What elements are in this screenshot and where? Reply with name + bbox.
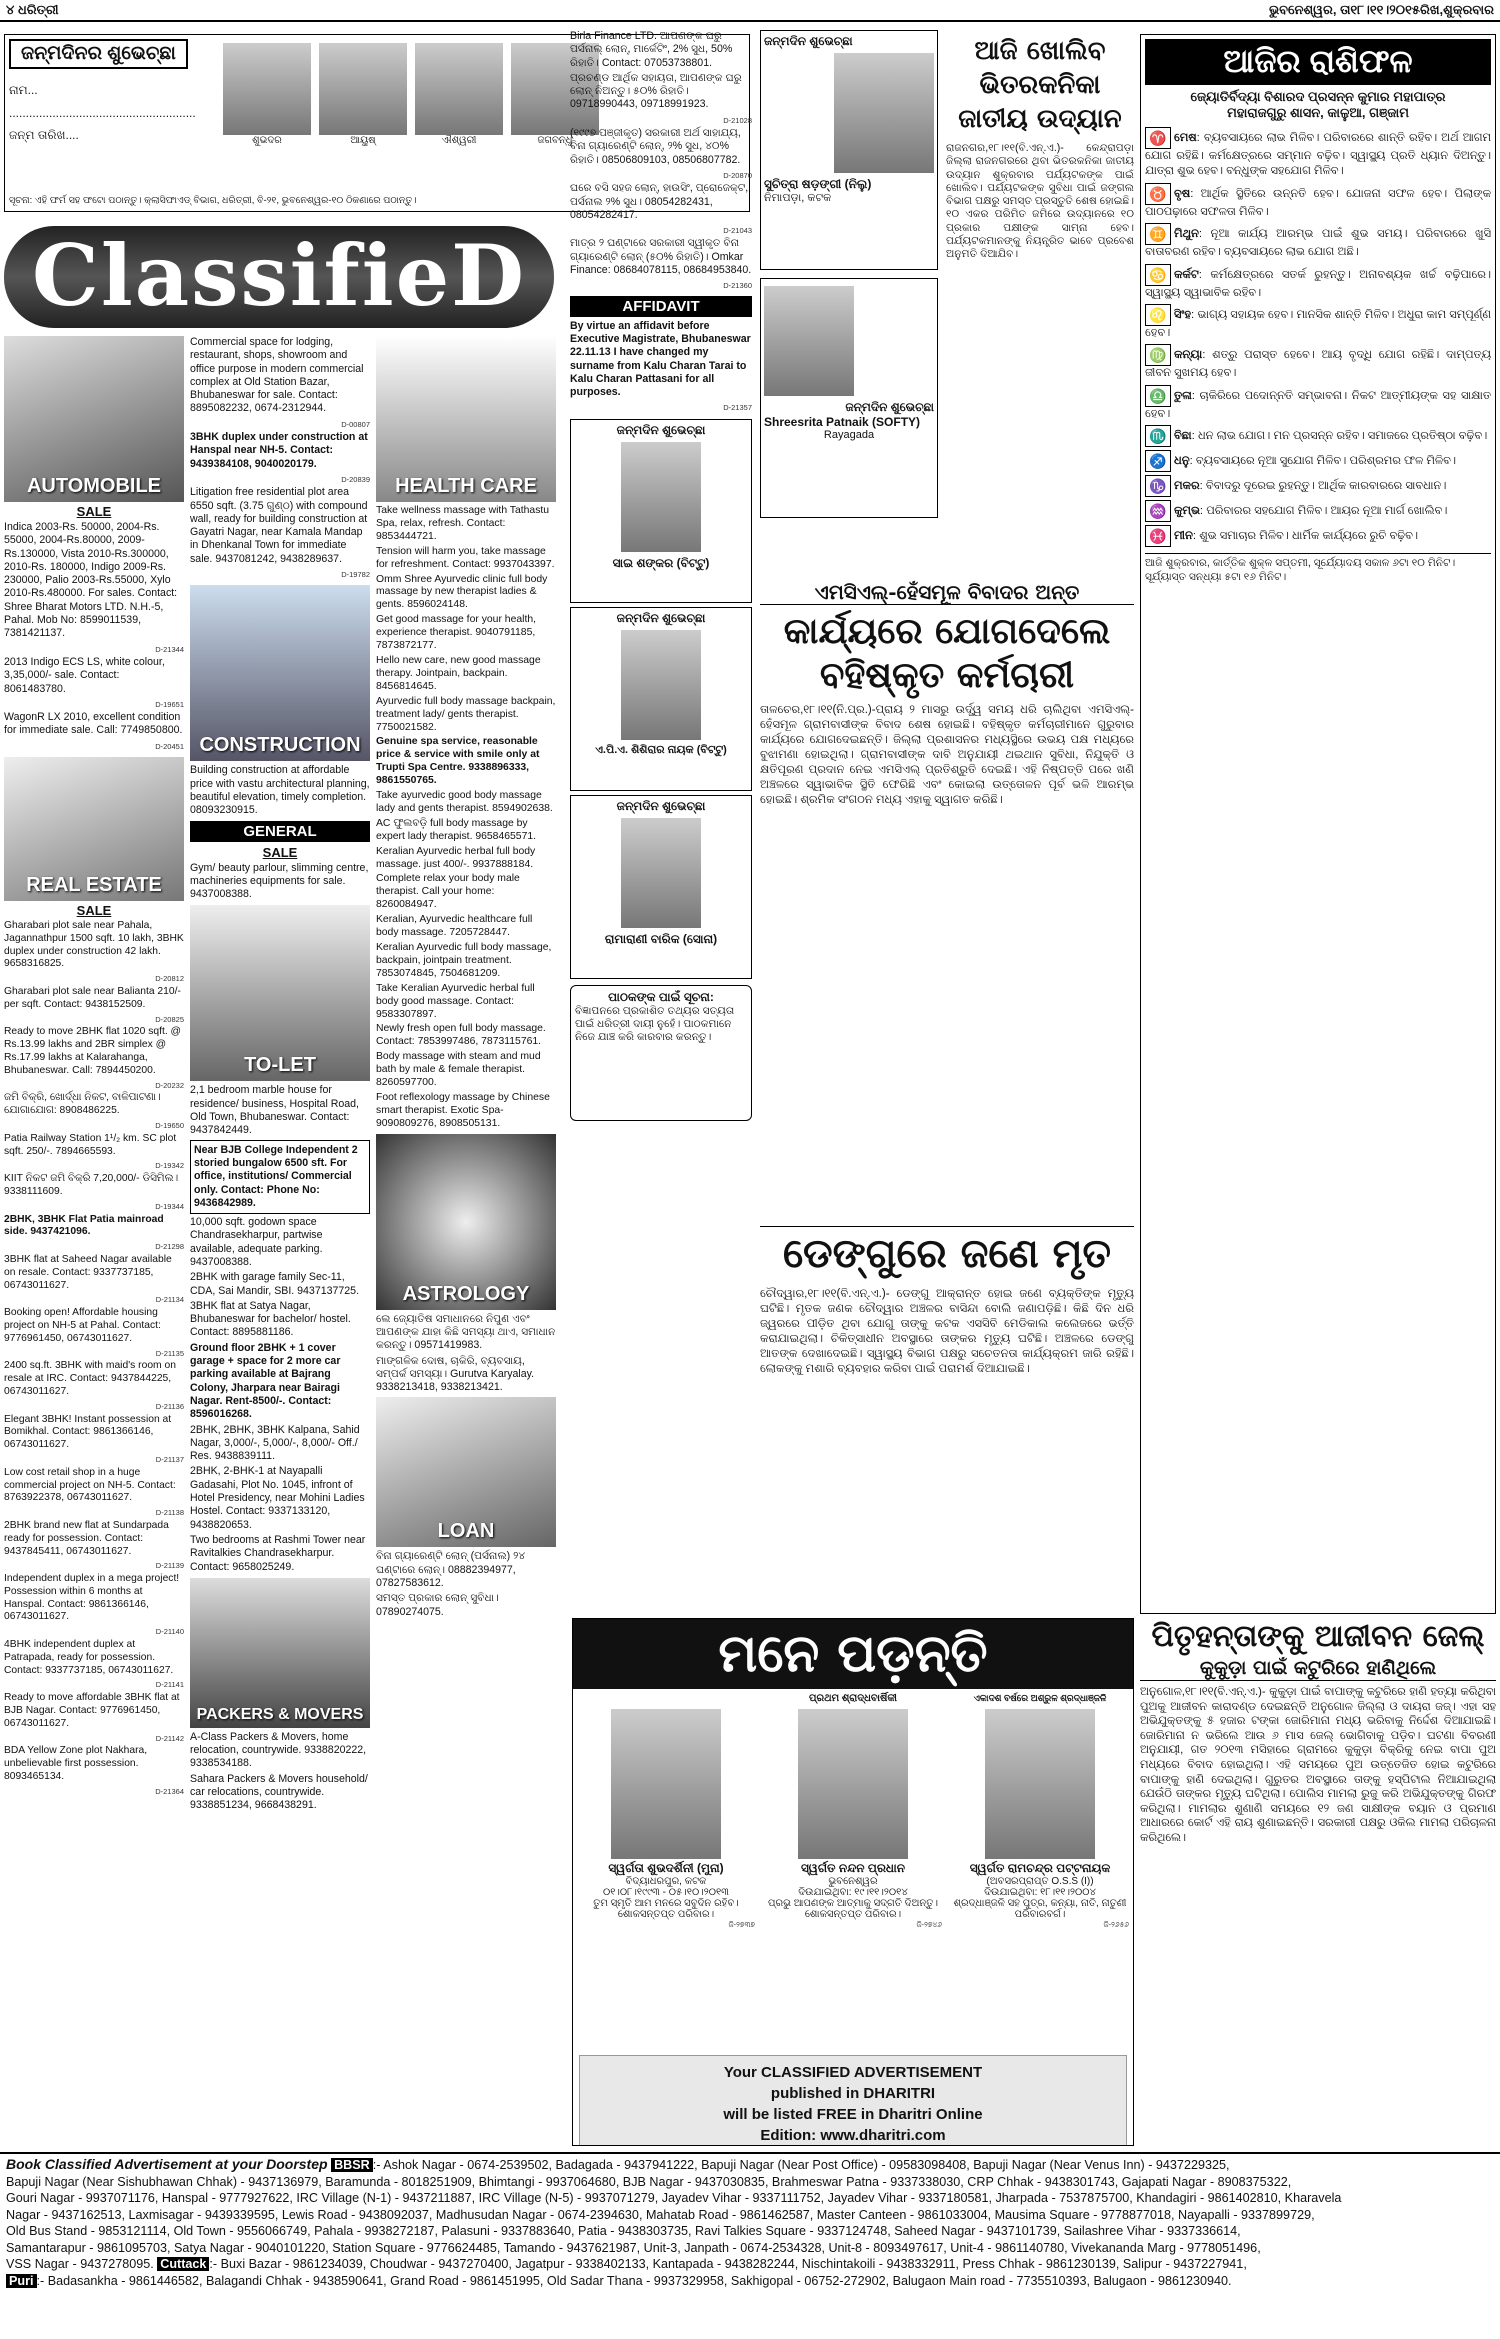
boxed-ad: Near BJB College Independent 2 storied bungalow 6500 sft. For office, institutions/ Commercial only. Contact: Phone No: 9436842989. — [190, 1140, 370, 1214]
ad-text: Birla Finance LTD. ଆପଣଙ୍କ ଘରୁ ପର୍ସନାଲ୍ ଲୋନ୍, ମାର୍କେଟିଂ, 2% ସୁଧ, 50% ରିହାତି। Contact: 07053738801. — [570, 30, 733, 69]
obituary-entry — [577, 1693, 755, 1985]
obituary-message: ଶ୍ରଦ୍ଧାଞ୍ଜଳି ସହ ପୁତ୍ର, କନ୍ୟା, ନାତି, ନାତୁଣୀ ପରିବାରବର୍ଗ। — [953, 1898, 1127, 1920]
footer-row: :- Ashok Nagar - 0674-2539502, Badagada - 9437941222, Bapuji Nagar (Near Post Office) - 09583098408, Bapuji Nagar (Near Venus Inn) - 9437229325, — [372, 2158, 1230, 2172]
ad-code: D-00807 — [341, 419, 370, 429]
horoscope-sign: ♈ ମେଷ: ବ୍ୟବସାୟରେ ଲାଭ ମିଳିବ। ପରିବାରରେ ଶାନ୍ତି ରହିବ। ଅର୍ଥ ଆଗମ ଯୋଗ ରହିଛି। କର୍ମକ୍ଷେତ୍ରରେ ସମ୍ମାନ ବଢ଼ିବ। ସ୍ୱାସ୍ଥ୍ୟ ପ୍ରତି ଧ୍ୟାନ ଦିଅନ୍ତୁ। ଯାତ୍ରା ଶୁଭ ହେବ। ବନ୍ଧୁଙ୍କ ସହଯୋଗ ମିଳିବ। — [1145, 127, 1491, 180]
sign-name: ମିଥୁନ — [1174, 228, 1199, 241]
child-photo — [415, 43, 503, 135]
footer-title: Book Classified Advertisement at your Doorstep — [6, 2156, 328, 2172]
footer-row: VSS Nagar - 9437278095. — [6, 2257, 154, 2271]
ad-code: D-21043 — [723, 226, 752, 236]
footer-row: Samantarapur - 9861095703, Satya Nagar - 9040101220, Station Square - 9776624485, Tamando - 9437621987, Unit-3, Janpath - 0674-2534328, Unit-8 - 8093497617, Unit-4 - 9861140780, Vivekananda Marg - 9778051496, — [6, 2240, 1261, 2255]
city-tag: Puri — [6, 2274, 37, 2288]
ad-text: Gym/ beauty parlour, slimming centre, machineries equipments for sale. 9437008388. — [190, 861, 369, 901]
news-headline: କାର୍ଯ୍ୟରେ ଯୋଗଦେଲେ ବହିଷ୍କୃତ କର୍ମଚାରୀ — [783, 610, 1111, 696]
ad-code: D-21344 — [155, 644, 184, 654]
horoscope-title: ଆଜିର ରାଶିଫଳ — [1145, 39, 1491, 85]
ad-text: 2,1 bedroom marble house for residence/ business, Hospital Road, Old Town, Bhubaneswar. Contact: 9437842449. — [190, 1084, 360, 1137]
zodiac-icon: ♓ — [1145, 525, 1171, 547]
birthday-box — [760, 30, 938, 270]
city-tag: Cuttack — [157, 2257, 209, 2271]
page-header — [0, 0, 1500, 22]
birthday-box — [760, 278, 938, 518]
ad-text: ବିନା ଗ୍ୟାରେଣ୍ଟି ଲୋନ୍ (ପର୍ସନାଲ) ୨୪ ଘଣ୍ଟାରେ ଲୋନ୍। 08882394977, 07827583612. — [376, 1550, 526, 1590]
ad-code: D-20825 — [155, 1014, 184, 1024]
ad-text: ମାଙ୍ଗଳିକ ଦୋଷ, ଚାକିରି, ବ୍ୟବସାୟ, ସମ୍ପର୍କ ସମସ୍ୟା। Gurutva Karyalay. 9338213418, 9338213421. — [376, 1354, 535, 1394]
sale-heading: SALE — [76, 504, 112, 519]
ad-text: 2BHK brand new flat at Sundarpada ready for possession. Contact: 9437845411, 06743011627. — [4, 1519, 169, 1557]
promo-line: published in DHARITRI — [770, 2085, 936, 2102]
ad-text: 4BHK independent duplex at Patrapada, ready for possession. Contact: 9337737185, 06743011627. — [4, 1639, 174, 1676]
obituary-entry — [951, 1693, 1129, 1985]
news-body: ଅନୁଗୋଳ,୧୮।୧୧(ବି.ଏନ୍.ଏ.)- କୁକୁଡ଼ା ପାଇଁ ବାପାଙ୍କୁ କଟୁରିରେ ହାଣି ହତ୍ୟା କରିଥିବା ପୁଅକୁ ଆଜୀବନ କାରାଦଣ୍ଡ ଦେଇଛନ୍ତି ଅନୁଗୋଳ ଜିଲ୍ଲା ଓ ଦାୟରା ଜଜ୍। ଏହା ସହ ଅଭିଯୁକ୍ତଙ୍କୁ ୫ ହଜାର ଟଙ୍କା ଜୋରିମାନା ମଧ୍ୟ ଭରିବାକୁ ନିର୍ଦ୍ଦେଶ ଦିଆଯାଇଛି। ଜୋରିମାନା ନ ଭରିଲେ ଆଉ ୬ ମାସ ଜେଲ୍ ଭୋଗିବାକୁ ପଡ଼ିବ। ଘଟଣା ବିବରଣୀ ଅନୁଯାୟୀ, ଗତ ୨୦୧୩ ମସିହାରେ ଗ୍ରାମରେ କୁକୁଡ଼ା ବିକ୍ରିକୁ ନେଇ ବାପା ପୁଅ ମଧ୍ୟରେ ବିବାଦ ହୋଇଥିଲା। ଏହି ସମୟରେ ପୁଅ ଉତ୍ତେଜିତ ହୋଇ କଟୁରିରେ ବାପାଙ୍କୁ ହାଣି ଦେଇଥିଲା। ଗୁରୁତର ଅବସ୍ଥାରେ ତାଙ୍କୁ ହସ୍ପିଟାଲ ନିଆଯାଇଥିଲା ଯେଉଁଠି ତାଙ୍କର ମୃତ୍ୟୁ ଘଟିଥିଲା। ପୋଲିସ ମାମଲା ରୁଜୁ କରି ଅଭିଯୁକ୍ତଙ୍କୁ ଗିରଫ କରିଥିଲା। ମାମଲାର ଶୁଣାଣି ସମୟରେ ୧୨ ଜଣ ସାକ୍ଷୀଙ୍କ ବୟାନ ଓ ପ୍ରମାଣ ଆଧାରରେ କୋର୍ଟ ଏହି ରାୟ ଶୁଣାଇଛନ୍ତି। ସରକାରୀ ପକ୍ଷରୁ ଓକିଲ ମାମଲା ପରିଚାଳନା କରିଥିଲେ। — [1140, 1686, 1496, 1844]
birthday-photo — [621, 818, 701, 928]
sign-text: ଶତ୍ରୁ ପରାସ୍ତ ହେବେ। ଆୟ ବୃଦ୍ଧି ଯୋଗ ରହିଛି। ଦାମ୍ପତ୍ୟ ଜୀବନ ସୁଖମୟ ହେବ। — [1145, 349, 1491, 380]
ad-text: ଜମି ବିକ୍ରି, ଖୋର୍ଦ୍ଧା ନିକଟ, ବାଳିପାଟଣା। ଯୋଗାଯୋଗ: 8908486225. — [4, 1092, 161, 1117]
obituary-photo — [798, 1709, 908, 1859]
ad-text: Independent duplex in a mega project! Possession within 6 months at Hanspal. Contact: 9861366146, 06743011627. — [4, 1573, 180, 1623]
ad-text: Body massage with steam and mud bath by male & female therapist. 8260597700. — [376, 1051, 541, 1089]
horoscope-sign: ♊ ମିଥୁନ: ନୂଆ କାର୍ଯ୍ୟ ଆରମ୍ଭ ପାଇଁ ଶୁଭ ସମୟ। ପରିବାରରେ ଖୁସି ବାତାବରଣ ରହିବ। ବ୍ୟବସାୟରେ ଲାଭ ଯୋଗ ଅଛି। — [1145, 223, 1491, 260]
horoscope-sign: ♋ କର୍କଟ: କର୍ମକ୍ଷେତ୍ରରେ ସତର୍କ ରୁହନ୍ତୁ। ଅନାବଶ୍ୟକ ଖର୍ଚ୍ଚ ବଢ଼ିପାରେ। ସ୍ୱାସ୍ଥ୍ୟ ସ୍ୱାଭାବିକ ରହିବ। — [1145, 264, 1491, 301]
zodiac-icon: ♑ — [1145, 475, 1171, 497]
ad-code: D-21134 — [155, 1295, 184, 1305]
column-finance-affidavit — [570, 30, 752, 1610]
obituary-box — [572, 1618, 1134, 2146]
ad-text: 3BHK flat at Saheed Nagar available on resale. Contact: 9337737185, 06743011627. — [4, 1253, 172, 1291]
news-headline: ଆଜି ଖୋଲିବ ଭିତରକନିକା ଜାତୀୟ ଉଦ୍ୟାନ — [958, 36, 1122, 134]
zodiac-icon: ♉ — [1145, 183, 1171, 205]
tolet-image: TO-LET — [190, 905, 370, 1081]
ad-text: WagonR LX 2010, excellent condition for immediate sale. Call: 7749850800. — [4, 711, 183, 737]
footer-row: Nagar - 9437162513, Laxmisagar - 9439339595, Lewis Road - 9438092037, Madhusudan Nagar - 0674-2394630, Mahatab Road - 9861462587, Master Canteen - 9861033004, Mausima Square - 9778877018, Nayapalli - 9337899729, — [6, 2207, 1315, 2222]
construction-image: CONSTRUCTION — [190, 585, 370, 761]
footer-row: :- Buxi Bazar - 9861234039, Choudwar - 9437270400, Jagatpur - 9338402133, Kantapada - 9438282244, Nischintakoili - 9438332911, Press Chhak - 9861230139, Salipur - 9437227941, — [209, 2257, 1247, 2271]
ad-text: Keralian Ayurvedic full body massage, backpain, jointpain treatment. 7853074845, 7504681209. — [376, 942, 552, 979]
ad-text: Take ayurvedic good body massage lady and gents therapist. 8594902638. — [376, 790, 553, 814]
ad-code: D-21140 — [155, 1627, 184, 1637]
horoscope-sign: ♍ କନ୍ୟା: ଶତ୍ରୁ ପରାସ୍ତ ହେବେ। ଆୟ ବୃଦ୍ଧି ଯୋଗ ରହିଛି। ଦାମ୍ପତ୍ୟ ଜୀବନ ସୁଖମୟ ହେବ। — [1145, 344, 1491, 381]
ad-text: Commercial space for lodging, restaurant, shops, showroom and office purpose in modern commercial complex at Old Station Bazar, Bhubaneswar for sale. Contact: 8895082232, 0674-2312944. — [190, 336, 364, 415]
ad-text: 2BHK, 2BHK, 3BHK Kalpana, Sahid Nagar, 3,000/-, 5,000/-, 8,000/- Off./ Res. 9438839111. — [190, 1423, 360, 1463]
obituary-place: ବିଦ୍ୟାଧରପୁର, କଟକ — [625, 1876, 707, 1887]
news-patricide — [1140, 1618, 1496, 2146]
ad-text: Booking open! Affordable housing project on NH-5 at Pahal. Contact: 9776961450, 06743011627. — [4, 1307, 161, 1344]
horoscope-list — [1145, 127, 1491, 547]
zodiac-icon: ♍ — [1145, 344, 1171, 366]
ad-text: Indica 2003-Rs. 50000, 2004-Rs. 55000, 2004-Rs.80000, 2009-Rs.130000, Vista 2010-Rs.300000, 2010-Rs. 180000, Indigo 2009-Rs. 230000, Palio 2003-Rs.55000, Xylo 2010-Rs.480000. For sales. Contact: Shree Bharat Motors LTD. N.H.-5, Pahal. Mob No: 8599011539, 7381421137. — [4, 521, 178, 640]
ad-text: Omm Shree Ayurvedic clinic full body massage by new therapist ladies & gents. 8596024148. — [376, 573, 548, 611]
ad-text: ଘରେ ବସି ସହଜ ଲୋନ୍, ହାଉସିଂ, ପ୍ରୋଜେକ୍ଟ, ପର୍ସନାଲ ୨% ସୁଧ। 08054282431, 08054282417. — [570, 182, 749, 221]
ad-code: D-20232 — [155, 1080, 184, 1090]
horoscope-sign: ♏ ବିଛା: ଧନ ଲାଭ ଯୋଗ। ମନ ପ୍ରସନ୍ନ ରହିବ। ସମାଜରେ ପ୍ରତିଷ୍ଠା ବଢ଼ିବ। — [1145, 425, 1491, 447]
birthday-form-dob: ଜନ୍ମ ତାରିଖ.... — [9, 128, 79, 142]
birthday-name: ସୁଚିତ୍ରା ଷଡ଼ଙ୍ଗୀ (ନିଲୁ) — [764, 177, 872, 191]
ad-text: ସମସ୍ତ ପ୍ରକାର ଲୋନ୍ ସୁବିଧା। 07890274075. — [376, 1592, 499, 1618]
ad-code: D-19651 — [155, 699, 184, 709]
birthday-form-field: ........................................................ — [9, 106, 196, 120]
obituary-message: ତୁମ ସ୍ମୃତି ଆମ ମନରେ ସବୁଦିନ ରହିବ। ଶୋକସନ୍ତପ୍ତ ପରିବାର। — [593, 1898, 739, 1920]
zodiac-icon: ♋ — [1145, 264, 1171, 286]
sign-name: କୁମ୍ଭ — [1174, 505, 1200, 518]
obituary-head: ପ୍ରଥମ ଶ୍ରାଦ୍ଧବାର୍ଷିକୀ — [809, 1693, 897, 1704]
ad-code: D-21138 — [155, 1508, 184, 1518]
promo-link[interactable]: Edition: www.dharitri.com — [760, 2127, 946, 2144]
ad-code: ଜି-୨୭୩୭ — [728, 1920, 755, 1929]
sign-text: ବିବାଦରୁ ଦୂରେଇ ରୁହନ୍ତୁ। ଆର୍ଥିକ କାରବାରରେ ସାବଧାନ। — [1205, 480, 1447, 493]
birthday-box — [570, 419, 752, 603]
birthday-form-note: ସୂଚନା: ଏହି ଫର୍ମ ସହ ଫଟୋ ପଠାନ୍ତୁ। କ୍ଲାସିଫାଏଡ୍ ବିଭାଗ, ଧରିତ୍ରୀ, ବି-୨୧, ଭୁବନେଶ୍ୱର-୧୦ ଠିକଣାରେ ପଠାନ୍ତୁ। — [9, 195, 417, 206]
ad-code: D-21142 — [155, 1733, 184, 1743]
city-tag: BBSR — [331, 2158, 373, 2172]
obituary-message: ପ୍ରଭୁ ଆପଣଙ୍କ ଆତ୍ମାକୁ ସଦ୍ଗତି ଦିଅନ୍ତୁ। ଶୋକସନ୍ତପ୍ତ ପରିବାର। — [768, 1898, 938, 1920]
ad-text: Low cost retail shop in a huge commercial project on NH-5. Contact: 8763922378, 06743011627. — [4, 1466, 176, 1504]
sign-name: ସିଂହ — [1174, 309, 1191, 322]
sign-text: ବ୍ୟବସାୟରେ ନୂଆ ସୁଯୋଗ ମିଳିବ। ପରିଶ୍ରମର ଫଳ ମିଳିବ। — [1195, 455, 1457, 468]
sale-heading: SALE — [262, 844, 298, 860]
birthday-photo — [621, 630, 701, 740]
sign-text: ଚାକିରିରେ ପଦୋନ୍ନତି ସମ୍ଭାବନା। ନିକଟ ଆତ୍ମୀୟଙ୍କ ସହ ସାକ୍ଷାତ ହେବ। — [1145, 389, 1491, 420]
ad-code: D-21364 — [155, 1786, 184, 1796]
sign-name: କର୍କଟ — [1174, 268, 1199, 281]
obituary-title: ମନେ ପଡ଼ନ୍ତି — [573, 1619, 1133, 1689]
sale-heading: SALE — [76, 903, 112, 919]
ad-text: A-Class Packers & Movers, home relocation, countrywide. 9338820222, 9338534188. — [190, 1730, 367, 1770]
child-photo — [223, 43, 311, 135]
ad-text: 2013 Indigo ECS LS, white colour, 3,35,000/- sale. Contact: 8061483780. — [4, 655, 165, 695]
child-caption: ଆୟୁଷ୍ — [350, 135, 376, 146]
general-heading: GENERAL — [190, 821, 370, 842]
sign-name: ବୃଷ — [1174, 187, 1191, 200]
ad-text: Ground floor 2BHK + 1 cover garage + space for 2 more car parking available at Bajrang Colony, Jharpara near Bairagi Nagar. Rent-8500/-. Contact: 8596016268. — [190, 1341, 341, 1421]
sign-text: ଆର୍ଥିକ ସ୍ଥିତିରେ ଉନ୍ନତି ହେବ। ଯୋଜନା ସଫଳ ହେବ। ପିଲାଙ୍କ ପାଠପଢ଼ାରେ ସଫଳତା ମିଳିବ। — [1145, 187, 1491, 218]
ad-code: D-20451 — [155, 741, 184, 751]
sign-name: ମେଷ — [1174, 132, 1197, 145]
obituary-dates: ଦିଉଯାଇଥିବା: ୧୯।୧୧।୨୦୧୪ — [798, 1887, 908, 1898]
ad-code: D-21028 — [723, 115, 752, 125]
ad-text: 2BHK, 2-BHK-1 at Nayapalli Gadasahi, Plot No. 1045, infront of Hotel Presidency, near Mohini Ladies Hostel. Contact: 9337133120, 9438820653. — [190, 1465, 365, 1531]
sign-name: ତୁଳା — [1174, 389, 1192, 402]
ad-text: Ready to move 2BHK flat 1020 sqft. @ Rs.13.99 lakhs and 2BR simplex @ Rs.17.99 lakhs at Kalarahanga, Bhubaneswar. Call: 7894450200. — [4, 1026, 182, 1076]
ad-text: Two bedrooms at Rashmi Tower near Ravitalkies Chandrasekharpur. Contact: 9658025249. — [190, 1533, 366, 1573]
child-caption: ଜଗବନ୍ଧୁ — [537, 135, 573, 146]
ad-text: Building construction at affordable price with vastu architectural planning, beautiful elevation, timely completion. 08093230915. — [190, 764, 370, 817]
ad-text: 3BHK duplex under construction at Hanspal near NH-5. Contact: 9439384108, 9040020179. — [190, 431, 368, 470]
news-kicker: କୁକୁଡ଼ା ପାଇଁ କଟୁରିରେ ହାଣିଥିଲେ — [1140, 1656, 1496, 1681]
horoscope-sign: ♒ କୁମ୍ଭ: ପରିବାରର ସହଯୋଗ ମିଳିବ। ଆୟର ନୂଆ ମାର୍ଗ ଖୋଲିବ। — [1145, 500, 1491, 522]
ad-code: D-20812 — [155, 974, 184, 984]
ad-code: D-21135 — [155, 1348, 184, 1358]
obituary-head: ଏକାଦଶ ବର୍ଷରେ ଅଶ୍ରୁଳ ଶ୍ରଦ୍ଧାଞ୍ଜଳି — [973, 1693, 1107, 1703]
child-photo — [319, 43, 407, 135]
ad-text: Patia Railway Station 1¹/₂ km. SC plot sqft. 250/-. 7894665593. — [4, 1132, 177, 1157]
ad-text: Litigation free residential plot area 6550 sqft. (3.75 ଗୁଣ୍ଠ) with compound wall, ready for building construction at Gayatri Nagar, near Kamala Mandap in Dhenkanal Town for immediate sale. 9437081242, 9438289637. — [190, 486, 368, 565]
ad-text: Take wellness massage with Tathastu Spa, relax, refresh. Contact: 9853444721. — [376, 505, 550, 542]
real-estate-image: REAL ESTATE — [4, 757, 184, 901]
ad-code: D-21139 — [155, 1561, 184, 1571]
birthday-photo — [621, 442, 701, 552]
birthday-photo — [834, 53, 934, 173]
obituary-name: ସ୍ୱର୍ଗତ ରାମଚନ୍ଦ୍ର ପଟ୍ଟନାୟକ — [969, 1861, 1111, 1875]
promo-line: Your CLASSIFIED ADVERTISEMENT — [723, 2064, 983, 2081]
child-caption: ଶୁଭଦର — [252, 135, 282, 146]
astrology-image: ASTROLOGY — [376, 1134, 556, 1310]
ad-code: ଜି-୨୬୫୬ — [1103, 1920, 1129, 1929]
ad-code: D-21298 — [155, 1242, 184, 1252]
ad-code: D-20870 — [723, 170, 752, 180]
ad-text: 3BHK flat at Satya Nagar, Bhubaneswar for bachelor/ hostel. Contact: 8895881186. — [190, 1299, 351, 1339]
sign-text: ଶୁଭ ସମାଚାର ମିଳିବ। ଧାର୍ମିକ କାର୍ଯ୍ୟରେ ରୁଚି ବଢ଼ିବ। — [1199, 530, 1419, 543]
news-body: ରାଜନଗର,୧୮।୧୧(ବି.ଏନ୍.ଏ.)- କେନ୍ଦ୍ରାପଡ଼ା ଜିଲ୍ଲା ରାଜନଗରରେ ଥିବା ଭିତରକନିକା ଜାତୀୟ ଉଦ୍ୟାନ ଶୁକ୍ରବାର ପର୍ଯ୍ୟଟକଙ୍କ ପାଇଁ ଖୋଲିବ। ପର୍ଯ୍ୟଟକଙ୍କ ସୁବିଧା ପାଇଁ ଜଙ୍ଗଲ ବିଭାଗ ପକ୍ଷରୁ ସମସ୍ତ ପ୍ରସ୍ତୁତି ଶେଷ ହୋଇଛି। ୧୦ ଏକର ପରିମିତ ଜମିରେ ଉଦ୍ୟାନରେ ୧୦ ପ୍ରକାର ପକ୍ଷୀଙ୍କ ସାମ୍ନା ହେବ। ପର୍ଯ୍ୟଟକମାନଙ୍କୁ ନିୟନ୍ତ୍ରିତ ଭାବେ ପ୍ରବେଶ ଅନୁମତି ଦିଆଯିବ। — [946, 142, 1134, 261]
loan-image: LOAN — [376, 1397, 556, 1547]
horoscope-author: ଜ୍ୟୋତିର୍ବିଦ୍ୟା ବିଶାରଦ ପ୍ରସନ୍ନ କୁମାର ମହାପାତ୍ର — [1190, 89, 1446, 104]
ad-text: Take Keralian Ayurvedic herbal full body good massage. Contact: 9583307897. — [376, 982, 535, 1020]
obituary-photo — [985, 1709, 1095, 1859]
ad-code: D-19782 — [341, 570, 370, 580]
obituary-place: (ଅବସରପ୍ରାପ୍ତ O.S.S (I)) — [986, 1876, 1094, 1887]
ad-text: Ayurvedic full body massage backpain, treatment lady/ gents therapist. 7750021582. — [376, 695, 556, 733]
page-number: ୪ ଧରିତ୍ରୀ — [6, 2, 59, 17]
ad-text: KIIT ନିକଟ ଜମି ବିକ୍ରି 7,20,000/- ଡିସିମିଲ। 9338111609. — [4, 1173, 179, 1197]
sign-text: କର୍ମକ୍ଷେତ୍ରରେ ସତର୍କ ରୁହନ୍ତୁ। ଅନାବଶ୍ୟକ ଖର୍ଚ୍ଚ ବଢ଼ିପାରେ। ସ୍ୱାସ୍ଥ୍ୟ ସ୍ୱାଭାବିକ ରହିବ। — [1145, 268, 1491, 299]
ad-code: D-19342 — [155, 1161, 184, 1171]
zodiac-icon: ♒ — [1145, 500, 1171, 522]
ad-text: Keralian Ayurvedic herbal full body massage. just 400/-. 9937888184. — [376, 845, 536, 870]
column-automobile-realestate — [4, 336, 184, 2146]
column-health-astrology — [376, 336, 556, 2146]
birthday-form-title: ଜନ୍ମଦିନର ଶୁଭେଚ୍ଛା — [9, 39, 188, 69]
horoscope-sign: ♓ ମୀନ: ଶୁଭ ସମାଚାର ମିଳିବ। ଧାର୍ମିକ କାର୍ଯ୍ୟରେ ରୁଚି ବଢ଼ିବ। — [1145, 525, 1491, 547]
ad-text: Gharabari plot sale near Balianta 210/- per sqft. Contact: 9438152509. — [4, 986, 181, 1010]
news-dengue — [760, 1226, 1134, 1608]
footer-booking — [0, 2152, 1500, 2339]
birthday-name: Shreesrita Patnaik (SOFTY) — [764, 415, 921, 429]
horoscope-sign: ♑ ମକର: ବିବାଦରୁ ଦୂରେଇ ରୁହନ୍ତୁ। ଆର୍ଥିକ କାରବାରରେ ସାବଧାନ। — [1145, 475, 1491, 497]
affidavit-text: By virtue an affidavit before Executive Magistrate, Bhubaneswar 22.11.13 I have changed my surname from Kalu Charan Tarai to Kalu Charan Pattasani for all purposes. — [570, 319, 751, 399]
ad-text: Gharabari plot sale near Pahala, Jagannathpur 1500 sqft. 10 lakh, 3BHK duplex under construction 42 lakh. 9658316825. — [4, 920, 184, 970]
ad-code: ଜି-୨୭୪୬ — [916, 1920, 942, 1929]
ad-text: ଲେ ଜ୍ୟୋତିଷ ସମାଧାନରେ ନିପୁଣ ଏବଂ ଆପଣଙ୍କ ଯାହା କିଛି ସମସ୍ୟା ଥାଏ, ସମାଧାନ କରନ୍ତୁ। 09571419983. — [376, 1312, 556, 1352]
birthday-name: ଏ.ପି.ଏ. ଶିଶିରାର ନାୟକ (ବିଟ୍ଟୁ) — [595, 743, 727, 756]
zodiac-icon: ♈ — [1145, 127, 1171, 149]
zodiac-icon: ♎ — [1145, 385, 1171, 407]
ad-code: D-19344 — [155, 1201, 184, 1211]
birthday-title: ଜନ୍ମଦିନ ଶୁଭେଚ୍ଛା — [845, 400, 934, 414]
ad-text: ମାତ୍ର ୨ ଘଣ୍ଟାରେ ସରକାରୀ ସ୍ୱୀକୃତ ବିନା ଗ୍ୟାରେଣ୍ଟି ଲୋନ୍ (୫୦% ରିହାତି)। Omkar Finance: 08684078115, 08684953840. — [570, 237, 752, 277]
zodiac-icon: ♊ — [1145, 223, 1171, 245]
sign-name: ମକର — [1174, 480, 1200, 493]
birthday-form-name: ନାମ... — [9, 83, 38, 97]
classified-logo: ClassifieD — [4, 226, 554, 328]
ad-text: AC ଫୁଲବଡ଼ି full body massage by expert lady therapist. 9658465571. — [376, 817, 537, 842]
birthday-title: ଜନ୍ମଦିନ ଶୁଭେଚ୍ଛା — [616, 798, 706, 813]
dharitri-online-promo — [579, 2055, 1127, 2146]
notice-title: ପାଠକଙ୍କ ପାଇଁ ସୂଚନା: — [608, 989, 714, 1004]
ad-code: D-20839 — [341, 474, 370, 484]
column-construction-tolet — [190, 336, 370, 2146]
ad-text: Complete relax your body male therapist. Call your home: 8260084947. — [376, 873, 520, 911]
ad-text: Hello new care, new good massage therapy. Jointpain, backpain. 8456814645. — [376, 654, 541, 692]
horoscope-footer: ଆଜି ଶୁକ୍ରବାର, କାର୍ତ୍ତିକ ଶୁକ୍ଳ ସପ୍ତମୀ, ସୂର୍ଯ୍ୟୋଦୟ ସକାଳ ୬ଟା ୧୦ ମିନିଟ। ସୂର୍ଯ୍ୟାସ୍ତ ସନ୍ଧ୍ୟା ୫ଟା ୧୬ ମିନିଟ। — [1145, 553, 1491, 584]
ad-text: Get good massage for your health, experience therapist. 9040791185, 7873872177. — [376, 614, 536, 652]
obituary-name: ସ୍ୱର୍ଗତା ଶୁଭଦର୍ଶିନୀ (ମୁନା) — [608, 1861, 724, 1875]
ad-text: ପ୍ରଚଣ୍ଡ ଆର୍ଥିକ ସହାୟତା, ଆପଣଙ୍କ ଘରୁ ଲୋନ୍ ନିଅନ୍ତୁ। ୫୦% ରିହାତି। 09718990443, 09718991923. — [570, 71, 742, 111]
birthday-title: ଜନ୍ମଦିନ ଶୁଭେଚ୍ଛା — [764, 34, 853, 48]
ad-code: D-21357 — [723, 403, 752, 413]
sign-name: ଧନୁ — [1174, 455, 1190, 468]
news-mcl — [760, 580, 1134, 1220]
news-headline: ଡେଙ୍ଗୁରେ ଜଣେ ମୃତ — [760, 1226, 1134, 1281]
horoscope-place: ମହାରାଜଗୁରୁ ଶାସନ, କାଳୁଆ, ଗଞ୍ଜାମ — [1227, 105, 1409, 120]
zodiac-icon: ♐ — [1145, 450, 1171, 472]
ad-text: Elegant 3BHK! Instant possession at Bomikhal. Contact: 9861366146, 06743011627. — [4, 1413, 172, 1451]
notice-text: ବିଜ୍ଞାପନରେ ପ୍ରକାଶିତ ତଥ୍ୟର ସତ୍ୟତା ପାଇଁ ଧରିତ୍ରୀ ଦାୟୀ ନୁହେଁ। ପାଠକମାନେ ନିଜେ ଯାଞ୍ଚ କରି କାରବାର କରନ୍ତୁ। — [575, 1004, 735, 1044]
sign-text: ନୂଆ କାର୍ଯ୍ୟ ଆରମ୍ଭ ପାଇଁ ଶୁଭ ସମୟ। ପରିବାରରେ ଖୁସି ବାତାବରଣ ରହିବ। ବ୍ୟବସାୟରେ ଲାଭ ଯୋଗ ଅଛି। — [1145, 228, 1491, 259]
ad-text: (୧୯୯୭ ପଞ୍ଜୀକୃତ) ସରକାରୀ ଅର୍ଥ ସାହାଯ୍ୟ, ବିନା ଗ୍ୟାରେଣ୍ଟି ଲୋନ୍, ୨% ସୁଧ, ୪୦% ରିହାତି। 08506809103, 08506807782. — [570, 127, 741, 166]
obituary-photo — [611, 1709, 721, 1859]
birthday-place: ନିମାପଡ଼ା, କଟକ — [764, 192, 832, 204]
ad-text: Foot reflexology massage by Chinese smart therapist. Exotic Spa- 9090809276, 8908505131. — [376, 1091, 550, 1129]
horoscope-sign: ♌ ସିଂହ: ଭାଗ୍ୟ ସହାୟକ ହେବ। ମାନସିକ ଶାନ୍ତି ମିଳିବ। ଅଧୁରା କାମ ସମ୍ପୂର୍ଣ୍ଣ ହେବ। — [1145, 304, 1491, 341]
footer-row: :- Badasankha - 9861446582, Balagandi Chhak - 9438590641, Grand Road - 9861451995, Old Sadar Thana - 9937329958, Sakhigopal - 06752-272902, Balugaon Main road - 7735510393, Balugaon - 9861230940. — [36, 2273, 1232, 2288]
sign-text: ଭାଗ୍ୟ ସହାୟକ ହେବ। ମାନସିକ ଶାନ୍ତି ମିଳିବ। ଅଧୁରା କାମ ସମ୍ପୂର୍ଣ୍ଣ ହେବ। — [1145, 309, 1491, 340]
sign-name: ମୀନ — [1174, 530, 1193, 543]
obituary-name: ସ୍ୱର୍ଗତ ନନ୍ଦନ ପ୍ରଧାନ — [800, 1861, 906, 1875]
obituary-dates: ୦୧।୦୮।୧୯୯୩ - ୦୫।୧୦।୨୦୧୩ — [602, 1887, 730, 1898]
birthday-title: ଜନ୍ମଦିନ ଶୁଭେଚ୍ଛା — [616, 422, 706, 437]
horoscope-sign: ♎ ତୁଳା: ଚାକିରିରେ ପଦୋନ୍ନତି ସମ୍ଭାବନା। ନିକଟ ଆତ୍ମୀୟଙ୍କ ସହ ସାକ୍ଷାତ ହେବ। — [1145, 385, 1491, 422]
sign-name: ବିଛା — [1174, 430, 1192, 443]
ad-text: 2BHK, 3BHK Flat Patia mainroad side. 9437421096. — [4, 1213, 164, 1238]
ad-text: BDA Yellow Zone plot Nakhara, unbelievable first possession. 8093465134. — [4, 1745, 148, 1783]
ad-text: Newly fresh open full body massage. Contact: 7853997486, 7873115761. — [376, 1023, 546, 1048]
horoscope-sign: ♐ ଧନୁ: ବ୍ୟବସାୟରେ ନୂଆ ସୁଯୋଗ ମିଳିବ। ପରିଶ୍ରମର ଫଳ ମିଳିବ। — [1145, 450, 1491, 472]
sign-name: କନ୍ୟା — [1174, 349, 1203, 362]
footer-row: Bapuji Nagar (Near Sishubhawan Chhak) - 9437136979, Baramunda - 8018251909, Bhimtangi - 9937064680, BJB Nagar - 9437030835, Brahmeswar Patna - 9337338030, CRP Chhak - 9438301743, Gajapati Nagar - 8908375322, — [6, 2174, 1292, 2189]
footer-row: Old Bus Stand - 9853121114, Old Town - 9556066749, Pahala - 9938272187, Palasuni - 9337883640, Patia - 9438303735, Ravi Talkies Square - 9337124748, Saheed Nagar - 9437101739, Sailashree Vihar - 9337336614, — [6, 2224, 1241, 2238]
child-caption: ଐଶ୍ୱରୀ — [441, 135, 477, 146]
zodiac-icon: ♏ — [1145, 425, 1171, 447]
zodiac-icon: ♌ — [1145, 304, 1171, 326]
news-body: ଚୌଦ୍ୱାର,୧୮।୧୧(ବି.ଏନ୍.ଏ.)- ଡେଙ୍ଗୁ ଆକ୍ରାନ୍ତ ହୋଇ ଜଣେ ବ୍ୟକ୍ତିଙ୍କ ମୃତ୍ୟୁ ଘଟିଛି। ମୃତକ ଜଣକ ଚୌଦ୍ୱାର ଅଞ୍ଚଳର ବାସିନ୍ଦା ବୋଲି ଜଣାପଡ଼ିଛି। କିଛି ଦିନ ଧରି ଜ୍ୱରରେ ପୀଡ଼ିତ ଥିବା ଯୋଗୁ ତାଙ୍କୁ କଟକ ଏସସିବି ମେଡିକାଲ କଲେଜରେ ଭର୍ତ୍ତି କରାଯାଇଥିଲା। ଚିକିତ୍ସାଧୀନ ଅବସ୍ଥାରେ ତାଙ୍କର ମୃତ୍ୟୁ ଘଟିଛି। ଅଞ୍ଚଳରେ ଡେଙ୍ଗୁ ଆତଙ୍କ ଦେଖାଦେଇଛି। ସ୍ୱାସ୍ଥ୍ୟ ବିଭାଗ ପକ୍ଷରୁ ସଚେତନତା କାର୍ଯ୍ୟକ୍ରମ ଜାରି ରହିଛି। ଲୋକଙ୍କୁ ମଶାରି ବ୍ୟବହାର କରିବା ପାଇଁ ପରାମର୍ଶ ଦିଆଯାଇଛି। — [760, 1288, 1134, 1375]
reader-notice — [570, 985, 752, 1121]
sign-text: ବ୍ୟବସାୟରେ ଲାଭ ମିଳିବ। ପରିବାରରେ ଶାନ୍ତି ରହିବ। ଅର୍ଥ ଆଗମ ଯୋଗ ରହିଛି। କର୍ମକ୍ଷେତ୍ରରେ ସମ୍ମାନ ବଢ଼ିବ। ସ୍ୱାସ୍ଥ୍ୟ ପ୍ରତି ଧ୍ୟାନ ଦିଅନ୍ତୁ। ଯାତ୍ରା ଶୁଭ ହେବ। ବନ୍ଧୁଙ୍କ ସହଯୋଗ ମିଳିବ। — [1145, 132, 1491, 178]
packers-image: PACKERS & MOVERS — [190, 1578, 370, 1728]
column-birthdays — [760, 30, 938, 570]
news-headline: ପିତୃହନ୍ତାଙ୍କୁ ଆଜୀବନ ଜେଲ୍ — [1151, 1619, 1485, 1654]
ad-text: 2400 sq.ft. 3BHK with maid's room on resale at IRC. Contact: 9437844225, 06743011627. — [4, 1360, 176, 1397]
obituary-head — [577, 1693, 755, 1707]
ad-text: Genuine spa service, reasonable price & service with smile only at Trupti Spa Centre. 9338896333, 9861550765. — [376, 736, 540, 787]
birthday-box — [570, 607, 752, 791]
birthday-name: ରାମାରାଣୀ ବାରିକ (ସୋନା) — [604, 931, 718, 946]
obituary-entry — [764, 1693, 942, 1985]
ad-code: D-21136 — [155, 1401, 184, 1411]
birthday-box — [570, 795, 752, 979]
ad-text: Keralian, Ayurvedic healthcare full body massage. 7205728447. — [376, 914, 533, 939]
ad-text: 10,000 sqft. godown space Chandrasekharpur, partwise available, adequate parking. 9437008388. — [190, 1216, 323, 1268]
health-care-image: HEALTH CARE — [376, 336, 556, 502]
news-kicker: ଏମସିଏଲ୍-ହେଁସମୂଳ ବିବାଦର ଅନ୍ତ — [760, 580, 1134, 605]
ad-text: Tension will harm you, take massage for refreshment. Contact: 9937043397. — [376, 545, 555, 570]
horoscope-box — [1140, 34, 1496, 1614]
birthday-photo — [764, 286, 854, 396]
promo-line: will be listed FREE in Dharitri Online — [723, 2106, 983, 2123]
birthday-title: ଜନ୍ମଦିନ ଶୁଭେଚ୍ଛା — [616, 610, 706, 625]
sign-text: ଧନ ଲାଭ ଯୋଗ। ମନ ପ୍ରସନ୍ନ ରହିବ। ସମାଜରେ ପ୍ରତିଷ୍ଠା ବଢ଼ିବ। — [1197, 430, 1488, 443]
news-body: ତାଳଚେର,୧୮।୧୧(ନି.ପ୍ର.)-ପ୍ରାୟ ୨ ମାସରୁ ଉର୍ଦ୍ଧ୍ୱ ସମୟ ଧରି ଚାଲିଥିବା ଏମସିଏଲ୍-ହେଁସମୂଳ ଗ୍ରାମବାସୀଙ୍କ ବିବାଦ ଶେଷ ହୋଇଛି। ବହିଷ୍କୃତ କର୍ମଚାରୀମାନେ ଗୁରୁବାର କାର୍ଯ୍ୟରେ ଯୋଗଦେଇଛନ୍ତି। ଜିଲ୍ଲା ପ୍ରଶାସନର ମଧ୍ୟସ୍ଥିରେ ଉଭୟ ପକ୍ଷ ମଧ୍ୟରେ ବୁଝାମଣା ହୋଇଥିଲା। ଗ୍ରାମବାସୀଙ୍କ ଦାବି ଅନୁଯାୟୀ ଥଇଥାନ ସୁବିଧା, ନିଯୁକ୍ତି ଓ କ୍ଷତିପୂରଣ ପ୍ରଦାନ ନେଇ ଏମସିଏଲ୍ ପ୍ରତିଶ୍ରୁତି ଦେଇଛି। ଏହି ନିଷ୍ପତ୍ତି ପରେ ଖଣି ଅଞ୍ଚଳରେ ସ୍ୱାଭାବିକ ସ୍ଥିତି ଫେରିଛି ଏବଂ କୋଇଲା ଉତ୍ତୋଳନ ପୂର୍ବ ଭଳି ଆରମ୍ଭ ହୋଇଛି। ଶ୍ରମିକ ସଂଗଠନ ମଧ୍ୟ ଏହାକୁ ସ୍ୱାଗତ କରିଛି। — [760, 704, 1134, 806]
sign-text: ପରିବାରର ସହଯୋଗ ମିଳିବ। ଆୟର ନୂଆ ମାର୍ଗ ଖୋଲିବ। — [1206, 505, 1448, 518]
news-bhitarkanika — [946, 34, 1134, 574]
birthday-name: ସାଇ ଶଙ୍କର (ବିଟ୍ଟୁ) — [612, 555, 710, 570]
horoscope-sign: ♉ ବୃଷ: ଆର୍ଥିକ ସ୍ଥିତିରେ ଉନ୍ନତି ହେବ। ଯୋଜନା ସଫଳ ହେବ। ପିଲାଙ୍କ ପାଠପଢ଼ାରେ ସଫଳତା ମିଳିବ। — [1145, 183, 1491, 220]
ad-text: Sahara Packers & Movers household/ car relocations, countrywide. 9338851234, 9668438291. — [190, 1772, 368, 1812]
page-date: ଭୁବନେଶ୍ୱର, ତା୧୮।୧୧।୨୦୧୫ରିଖ,ଶୁକ୍ରବାର — [1268, 2, 1494, 17]
ad-code: D-21360 — [723, 281, 752, 291]
ad-code: D-21141 — [155, 1680, 184, 1690]
automobile-image: AUTOMOBILE — [4, 336, 184, 502]
ad-code: D-21137 — [155, 1454, 184, 1464]
ad-text: 2BHK with garage family Sec-11, CDA, Sai Mandir, SBI. 9437137725. — [190, 1271, 360, 1297]
ad-code: D-19650 — [155, 1121, 184, 1130]
obituary-place: ଭୁବନେଶ୍ୱର — [828, 1876, 878, 1887]
birthday-place: Rayagada — [823, 429, 875, 441]
footer-row: Gouri Nagar - 9937071176, Hanspal - 9777927622, IRC Village (N-1) - 9437211887, IRC Village (N-5) - 9937071279, Jayadev Vihar - 9337111752, Jayadev Vihar - 9337180581, Jharpada - 7537875700, Khandagiri - 9861402810, Kharavela — [6, 2191, 1342, 2205]
obituary-dates: ଦିଉଯାଇଥିବା: ୧୮।୧୧।୨୦୦୪ — [984, 1887, 1096, 1898]
ad-text: Ready to move affordable 3BHK flat at BJB Nagar. Contact: 9776961450, 06743011627. — [4, 1692, 180, 1729]
affidavit-heading: AFFIDAVIT — [570, 296, 752, 317]
